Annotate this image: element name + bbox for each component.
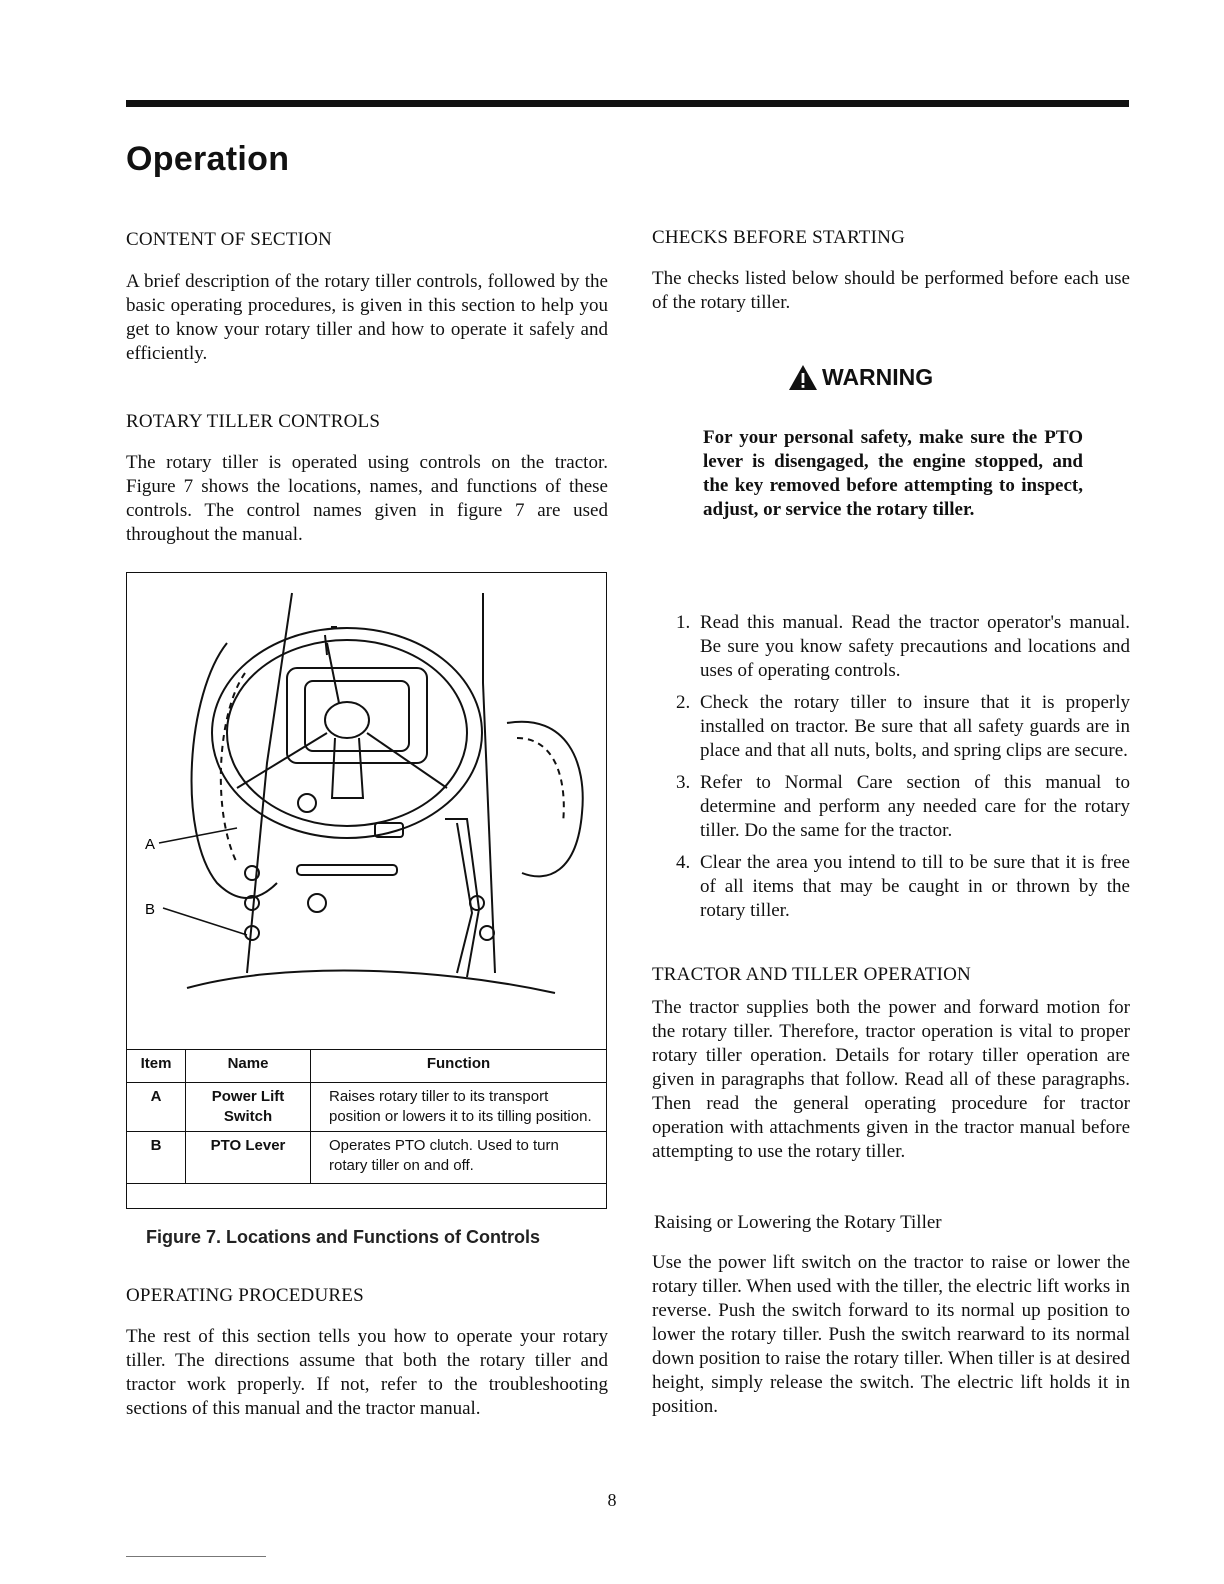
row-item: A: [127, 1083, 186, 1132]
row-name: Power Lift Switch: [186, 1083, 311, 1132]
table-header-row: [127, 1050, 607, 1083]
checks-before-starting-text: The checks listed below should be performed before each use of the rotary tiller.: [652, 268, 1130, 313]
checks-before-starting-heading: CHECKS BEFORE STARTING: [652, 227, 905, 248]
raising-lowering-text: Use the power lift switch on the tractor to raise or lower the rotary tiller. When used with the tiller, the electric lift works in reverse. Push the switch forward to its normal up position to lower the rotary tiller. Push the switch rearward to its normal down position to raise the rotary tiller. When tiller is at desired height, simply release the switch. The electric lift holds it in position.: [652, 1252, 1130, 1417]
page-number: 8: [607, 1490, 617, 1510]
tractor-and-tiller-operation-heading: TRACTOR AND TILLER OPERATION: [652, 964, 971, 985]
figure-caption: Figure 7. Locations and Functions of Controls: [146, 1227, 541, 1247]
list-item-text: Clear the area you intend to till to be sure that it is free of all items that may be caught in or thrown by the rotary tiller.: [700, 852, 1130, 921]
list-item-number: 2.: [676, 692, 691, 713]
header-name: Name: [186, 1050, 311, 1083]
tractor-controls-illustration: [127, 573, 605, 1049]
operating-procedures-text: The rest of this section tells you how to operate your rotary tiller. The directions assume that both the rotary tiller and tractor work properly. If not, refer to the troubleshooting sections of this manual and the tractor manual.: [126, 1326, 608, 1419]
list-item-number: 3.: [676, 772, 691, 793]
warning-label: WARNING: [822, 364, 934, 390]
list-item-text: Refer to Normal Care section of this manual to determine and perform any needed care for the rotary tiller. Do the same for the tractor.: [700, 772, 1130, 841]
operating-procedures-heading: OPERATING PROCEDURES: [126, 1285, 364, 1306]
list-item: [670, 611, 1130, 683]
list-item-number: 1.: [676, 612, 691, 633]
page-title: Operation: [126, 140, 290, 178]
content-of-section-heading: CONTENT OF SECTION: [126, 229, 332, 250]
content-of-section-text: A brief description of the rotary tiller controls, followed by the basic operating procedures, is given in this section to help you get to know your rotary tiller and how to operate it safely and efficiently.: [126, 271, 608, 364]
list-item-text: Read this manual. Read the tractor operator's manual. Be sure you know safety precautions and locations and uses of operating controls.: [700, 612, 1130, 681]
figure-7: [126, 572, 607, 1209]
controls-table: [126, 1049, 607, 1184]
warning-triangle-icon: [788, 364, 818, 391]
callout-a-label: A: [145, 836, 156, 853]
row-name: PTO Lever: [186, 1132, 311, 1184]
row-function: Operates PTO clutch. Used to turn rotary tiller on and off.: [311, 1132, 607, 1184]
callout-b-label: B: [145, 901, 156, 918]
header-function: Function: [311, 1050, 607, 1083]
top-rule: [126, 100, 1129, 107]
raising-lowering-heading: Raising or Lowering the Rotary Tiller: [654, 1212, 942, 1233]
list-item-text: Check the rotary tiller to insure that it is properly installed on tractor. Be sure that all safety guards are in place and that all nuts, bolts, and spring clips are secure.: [700, 692, 1130, 761]
rotary-tiller-controls-heading: ROTARY TILLER CONTROLS: [126, 411, 381, 432]
list-item: [670, 771, 1130, 843]
callout-line-b: [163, 908, 247, 935]
list-item: [670, 851, 1130, 923]
list-item-number: 4.: [676, 852, 691, 873]
list-item: [670, 691, 1130, 763]
checklist: [670, 611, 1130, 931]
row-function: Raises rotary tiller to its transport position or lowers it to its tilling position.: [311, 1083, 607, 1132]
bottom-rule: [126, 1556, 266, 1557]
warning-text: For your personal safety, make sure the PTO lever is disengaged, the engine stopped, and the key removed before attempting to inspect, adjust, or service the rotary tiller.: [703, 427, 1083, 520]
row-item: B: [127, 1132, 186, 1184]
warning-title: [788, 364, 933, 391]
table-row: [127, 1132, 607, 1184]
rotary-tiller-controls-text: The rotary tiller is operated using controls on the tractor. Figure 7 shows the locations, names, and functions of these controls. The control names given in figure 7 are used throughout the manual.: [126, 452, 608, 545]
tractor-and-tiller-operation-text: The tractor supplies both the power and forward motion for the rotary tiller. Therefore, tractor operation is vital to proper rotary tiller operation. Details for rotary tiller operation are given in paragraphs that follow. Read all of these paragraphs. Then read the general operating procedure for tractor operation with attachments given in the tractor manual before attempting to use the rotary tiller.: [652, 997, 1130, 1162]
header-item: Item: [127, 1050, 186, 1083]
table-row: [127, 1083, 607, 1132]
